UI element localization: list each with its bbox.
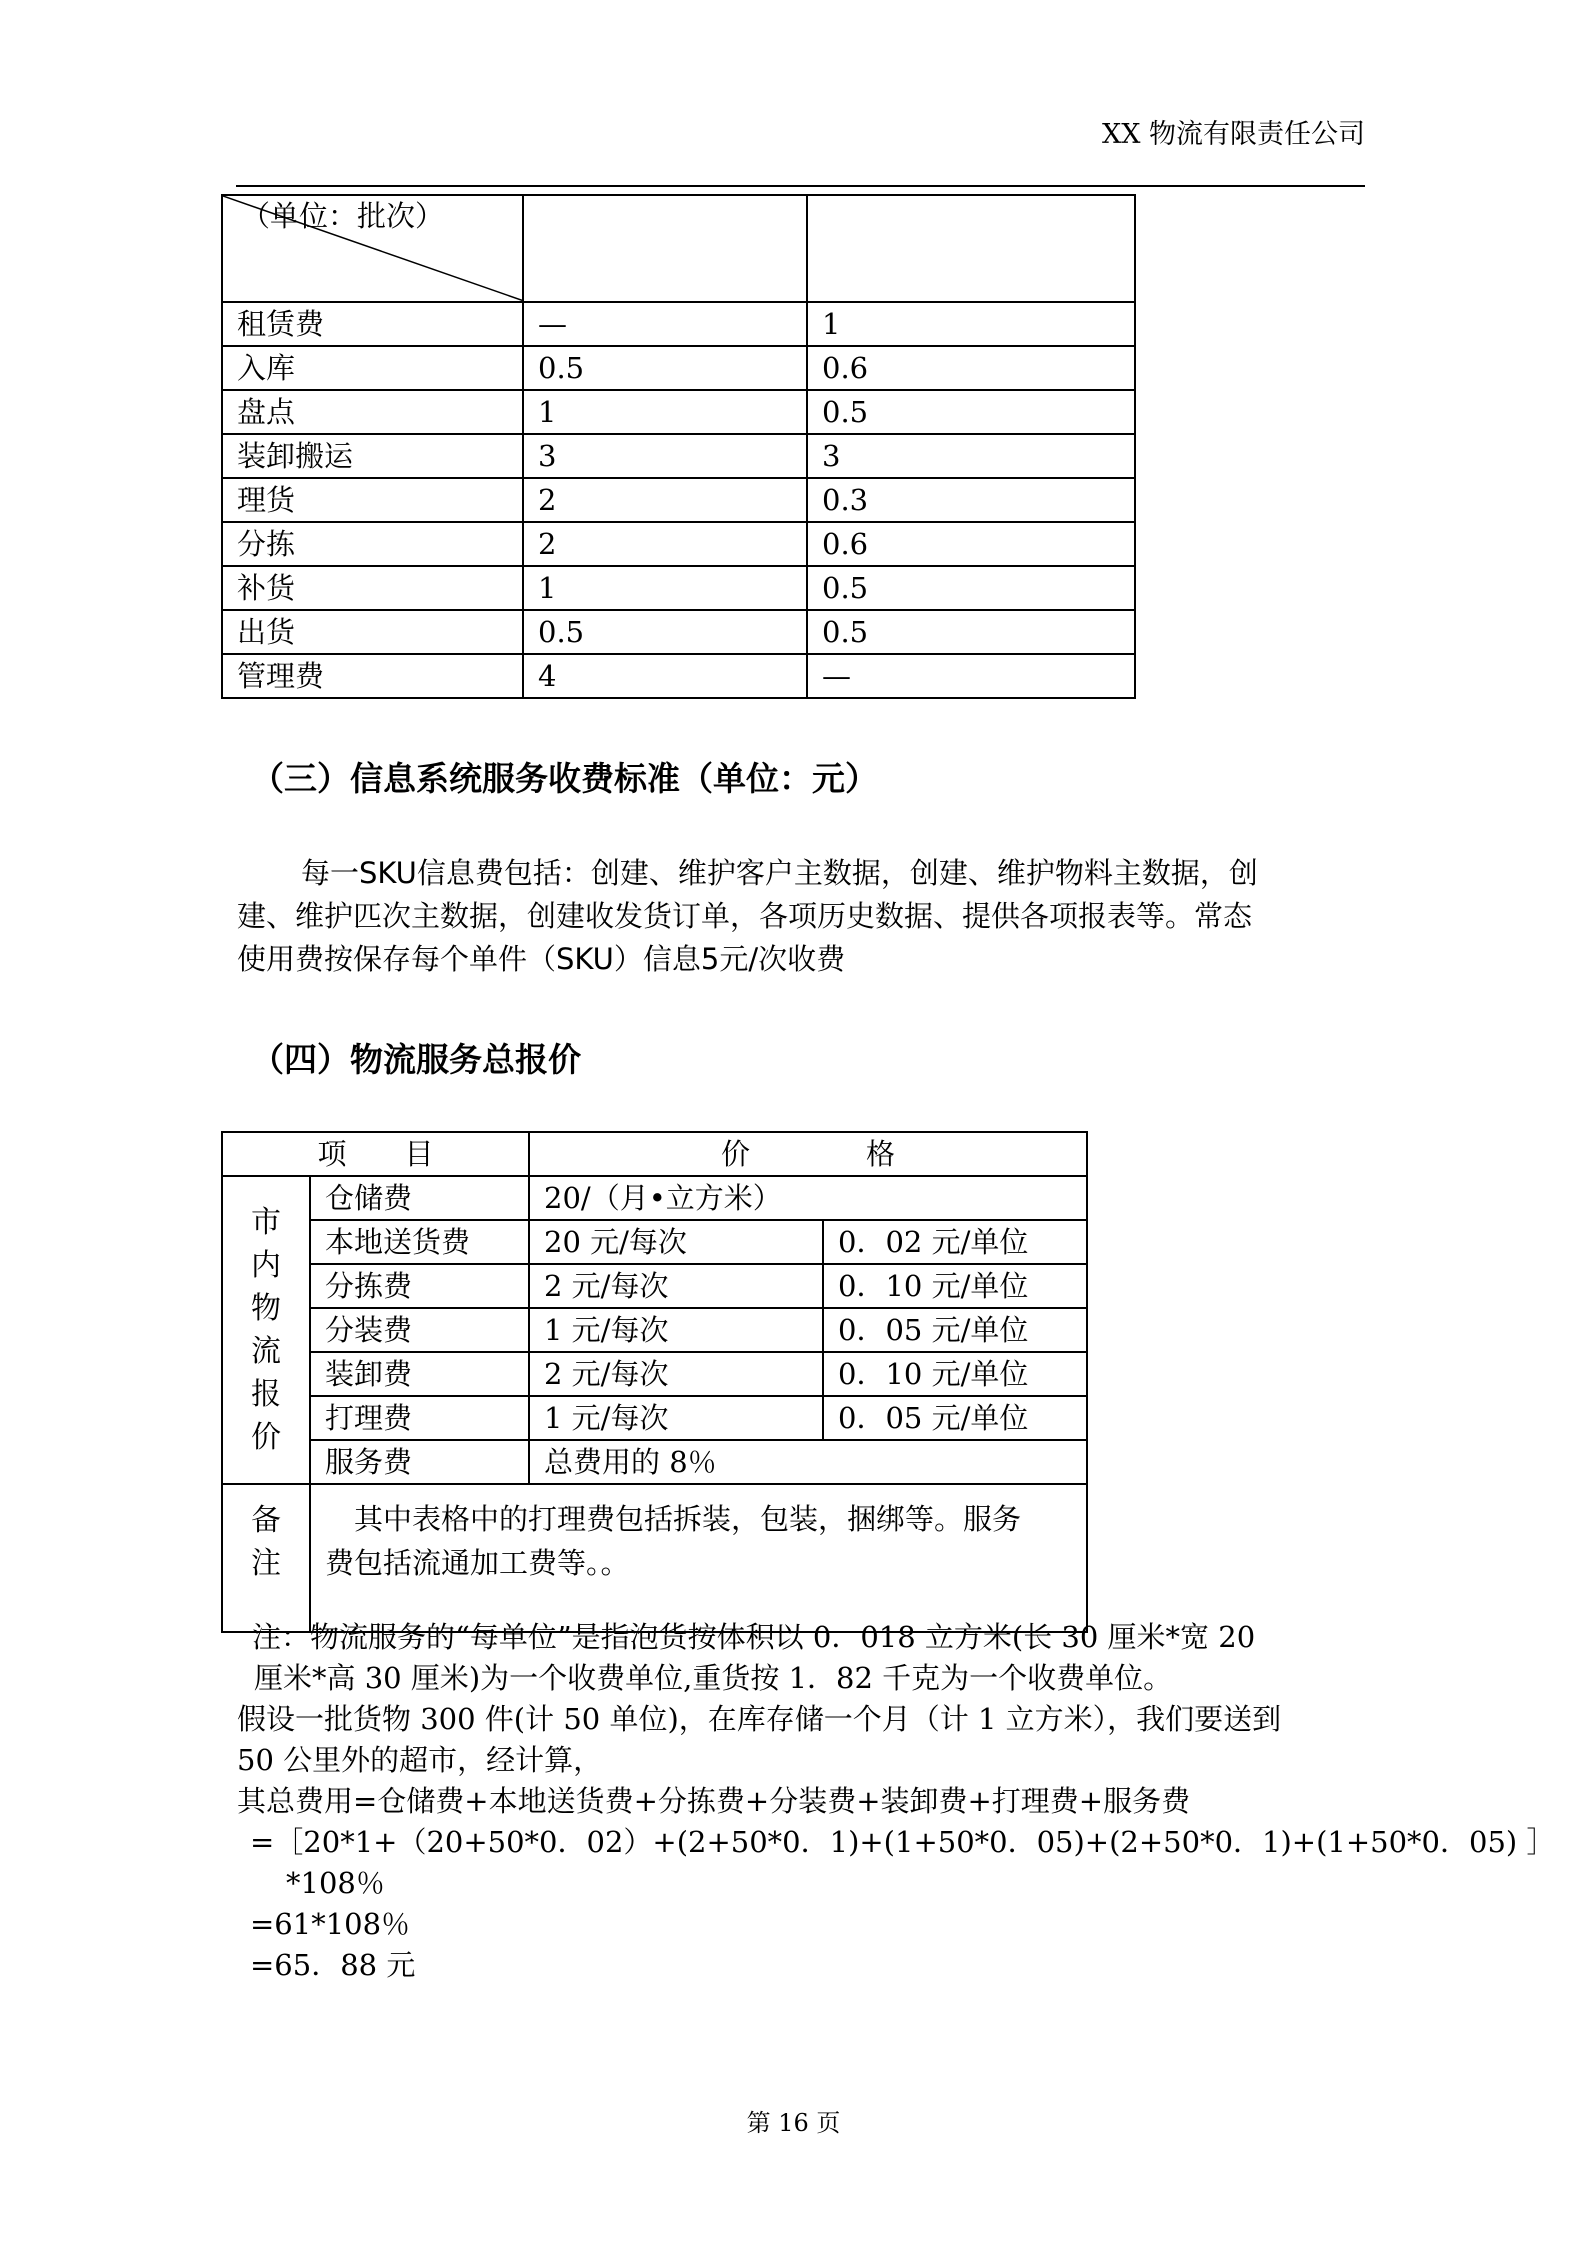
row-item: 盘点	[222, 390, 523, 434]
fee-per-unit: 0．05 元/单位	[823, 1396, 1087, 1440]
paragraph-line: 建、维护匹次主数据，创建收发货订单，各项历史数据、提供各项报表等。常态	[237, 899, 1253, 933]
row-item: 装卸搬运	[222, 434, 523, 478]
row-item: 租赁费	[222, 302, 523, 346]
table-row	[222, 434, 1135, 478]
row-item: 出货	[222, 610, 523, 654]
note-line-1: 注：物流服务的“每单位”是指泡货按体积以 0．018 立方米(长 30 厘米*宽 20	[252, 1620, 1256, 1654]
quote-row-service	[222, 1440, 1087, 1484]
logistics-quote-table	[221, 1131, 1088, 1633]
group-label-char: 流	[251, 1334, 281, 1369]
row-value-b: 0.5	[807, 390, 1135, 434]
remark-text	[310, 1484, 1087, 1632]
row-value-b: 3	[807, 434, 1135, 478]
batch-pricing-table	[221, 194, 1136, 699]
group-label-char: 物	[251, 1291, 281, 1326]
calc-line-2: *108％	[286, 1866, 385, 1900]
row-value-b: 0.3	[807, 478, 1135, 522]
fee-per-unit: 0．10 元/单位	[823, 1264, 1087, 1308]
calc-line-3: =61*108％	[250, 1907, 411, 1941]
calc-line-1: =［20*1+（20+50*0．02）+(2+50*0．1)+(1+50*0．05)+(2+50*0．1)+(1+50*0．05) ］	[250, 1825, 1556, 1859]
header-price: 价 格	[529, 1132, 1087, 1176]
section4-title: （四）物流服务总报价	[251, 1040, 581, 1079]
row-item: 理货	[222, 478, 523, 522]
fee-per-unit: 0．05 元/单位	[823, 1308, 1087, 1352]
header-company: XX 物流有限责任公司	[1101, 119, 1365, 150]
fee-name: 装卸费	[310, 1352, 529, 1396]
group-label-char: 价	[251, 1420, 281, 1455]
header-cell-b	[807, 195, 1135, 302]
group-label-city-logistics	[222, 1176, 310, 1484]
row-value-b: 0.5	[807, 610, 1135, 654]
quote-row-storage	[222, 1176, 1087, 1220]
section3-title: （三）信息系统服务收费标准（单位：元）	[251, 759, 878, 798]
table-header-row	[222, 195, 1135, 302]
row-value-a: 2	[523, 522, 807, 566]
table-row	[222, 1220, 1087, 1264]
paragraph-line: 使用费按保存每个单件（SKU）信息5元/次收费	[237, 942, 846, 976]
row-value-a: 0.5	[523, 610, 807, 654]
fee-name: 打理费	[310, 1396, 529, 1440]
row-value-a: 2	[523, 478, 807, 522]
fee-per-trip: 1 元/每次	[529, 1396, 823, 1440]
remark-line: 费包括流通加工费等。。	[325, 1546, 630, 1580]
row-value-a: 0.5	[523, 346, 807, 390]
calc-result: =65．88 元	[250, 1948, 416, 1982]
diagonal-header-cell	[222, 195, 523, 302]
table-row	[222, 1352, 1087, 1396]
row-item: 分拣	[222, 522, 523, 566]
quote-row-remark	[222, 1484, 1087, 1632]
remark-label-char: 备	[251, 1503, 281, 1538]
header-item: 项 目	[222, 1132, 529, 1176]
unit-label: （单位：批次）	[241, 199, 445, 233]
table-row	[222, 654, 1135, 698]
table-row	[222, 1308, 1087, 1352]
row-item: 入库	[222, 346, 523, 390]
fee-per-unit: 0．02 元/单位	[823, 1220, 1087, 1264]
fee-per-unit: 0．10 元/单位	[823, 1352, 1087, 1396]
section3-paragraph	[237, 852, 1366, 981]
header-rule	[236, 185, 1365, 187]
fee-per-trip: 2 元/每次	[529, 1264, 823, 1308]
formula-line: 其总费用=仓储费+本地送货费+分拣费+分装费+装卸费+打理费+服务费	[237, 1784, 1191, 1818]
row-value-b: 1	[807, 302, 1135, 346]
scenario-line-2: 50 公里外的超市，经计算，	[237, 1743, 603, 1777]
row-value-a: —	[523, 302, 807, 346]
row-value-b: —	[807, 654, 1135, 698]
fee-per-trip: 20 元/每次	[529, 1220, 823, 1264]
page-number: 第 16 页	[746, 2109, 841, 2137]
fee-name: 仓储费	[310, 1176, 529, 1220]
fee-per-trip: 2 元/每次	[529, 1352, 823, 1396]
row-value-a: 4	[523, 654, 807, 698]
row-value-a: 1	[523, 566, 807, 610]
remark-label	[222, 1484, 310, 1632]
row-item: 补货	[222, 566, 523, 610]
row-value-a: 3	[523, 434, 807, 478]
group-label-char: 市	[251, 1205, 281, 1240]
row-value-b: 0.6	[807, 346, 1135, 390]
remark-label-char: 注	[251, 1546, 281, 1581]
note-line-2: 厘米*高 30 厘米)为一个收费单位,重货按 1．82 千克为一个收费单位。	[254, 1661, 1173, 1695]
table-row	[222, 478, 1135, 522]
fee-name: 本地送货费	[310, 1220, 529, 1264]
table-row	[222, 566, 1135, 610]
table-row	[222, 346, 1135, 390]
group-label-char: 报	[251, 1377, 281, 1412]
group-label-char: 内	[251, 1248, 281, 1283]
fee-price: 20/（月•立方米）	[529, 1176, 1087, 1220]
remark-line: 其中表格中的打理费包括拆装，包装，捆绑等。服务	[325, 1502, 1022, 1536]
row-item: 管理费	[222, 654, 523, 698]
fee-name: 分装费	[310, 1308, 529, 1352]
header-cell-a	[523, 195, 807, 302]
row-value-b: 0.5	[807, 566, 1135, 610]
table-row	[222, 1396, 1087, 1440]
row-value-a: 1	[523, 390, 807, 434]
table-row	[222, 1264, 1087, 1308]
fee-price: 总费用的 8％	[529, 1440, 1087, 1484]
table-row	[222, 610, 1135, 654]
table-row	[222, 522, 1135, 566]
fee-name: 服务费	[310, 1440, 529, 1484]
scenario-line-1: 假设一批货物 300 件(计 50 单位)，在库存储一个月（计 1 立方米），我们要送到	[237, 1702, 1282, 1736]
fee-name: 分拣费	[310, 1264, 529, 1308]
quote-header-row	[222, 1132, 1087, 1176]
table-row	[222, 302, 1135, 346]
fee-per-trip: 1 元/每次	[529, 1308, 823, 1352]
paragraph-line: 每一SKU信息费包括：创建、维护客户主数据，创建、维护物料主数据，创	[301, 856, 1258, 890]
row-value-b: 0.6	[807, 522, 1135, 566]
table-row	[222, 390, 1135, 434]
